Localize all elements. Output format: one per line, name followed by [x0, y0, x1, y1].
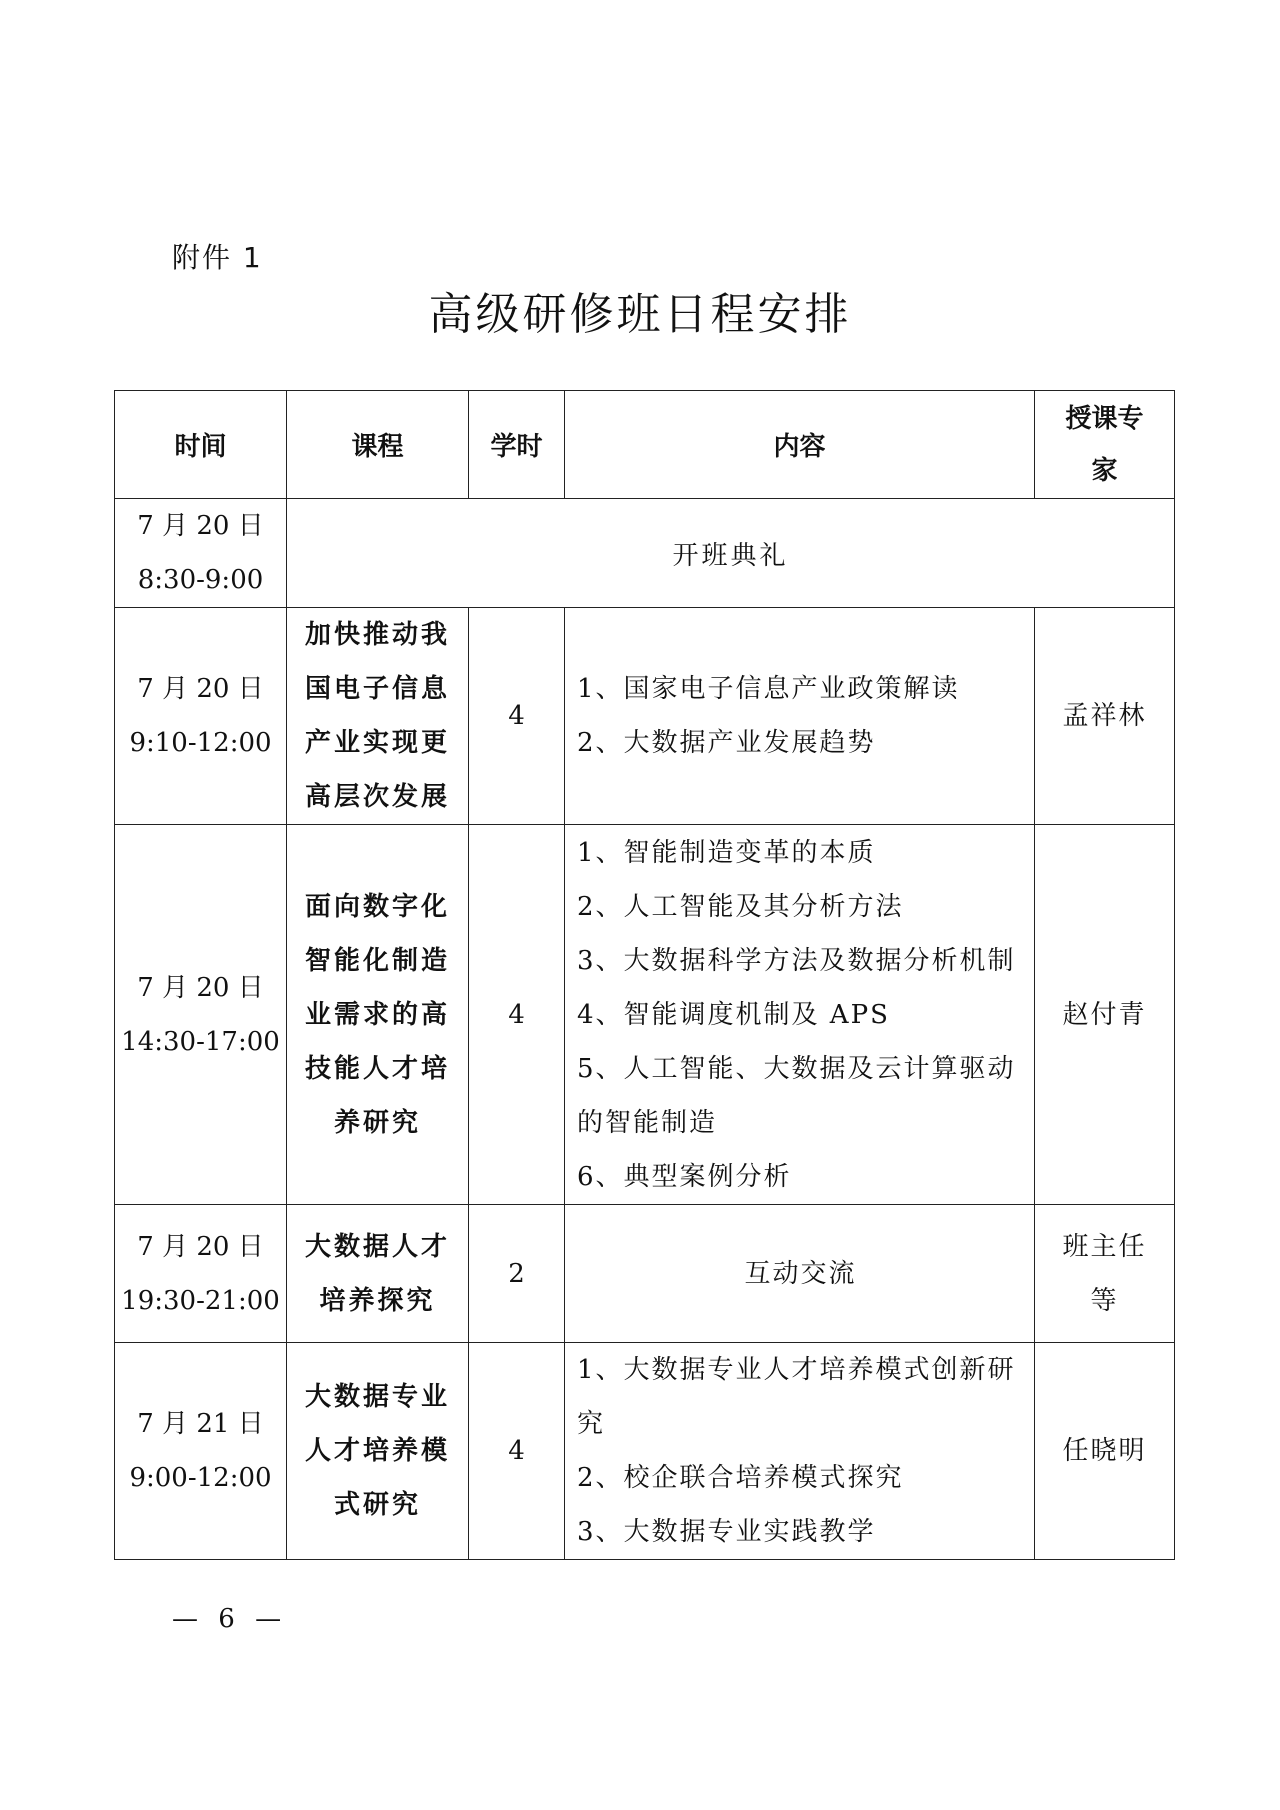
content-line: 6、典型案例分析	[577, 1161, 792, 1192]
table-row	[115, 825, 1175, 1205]
course-cell: 面向数字化智能化制造业需求的高技能人才培养研究	[287, 825, 469, 1205]
time-text: 19:30-21:00	[121, 1285, 280, 1316]
attachment-label: 附件 1	[172, 241, 263, 274]
expert-cell: 任晓明	[1035, 1343, 1175, 1560]
content-line: 2、校企联合培养模式探究	[577, 1463, 904, 1493]
time-text: 8:30-9:00	[137, 565, 264, 595]
time-text: 9:00-12:00	[129, 1463, 272, 1493]
content-line: 1、国家电子信息产业政策解读	[577, 674, 960, 704]
hours-cell: 4	[469, 1343, 565, 1560]
expert-cell: 赵付青	[1035, 825, 1175, 1205]
date-text: 7 月 20 日	[137, 511, 264, 541]
content-cell	[565, 1343, 1035, 1560]
expert-cell: 班主任等	[1035, 1205, 1175, 1343]
expert-cell: 孟祥林	[1035, 608, 1175, 825]
hours-cell: 4	[469, 608, 565, 825]
header-hours: 学时	[469, 391, 565, 499]
header-content: 内容	[565, 391, 1035, 499]
content-line: 3、大数据专业实践教学	[577, 1517, 876, 1547]
content-line: 3、大数据科学方法及数据分析机制	[577, 945, 1016, 976]
header-expert: 授课专家	[1035, 391, 1175, 499]
time-text: 14:30-17:00	[121, 1026, 280, 1057]
date-text: 7 月 20 日	[137, 674, 264, 704]
page-number: — 6 —	[172, 1604, 288, 1634]
hours-cell: 4	[469, 825, 565, 1205]
time-cell	[115, 1205, 287, 1343]
content-line: 2、大数据产业发展趋势	[577, 728, 876, 758]
date-text: 7 月 20 日	[137, 1231, 264, 1262]
course-cell: 大数据专业人才培养模式研究	[287, 1343, 469, 1560]
content-line: 1、智能制造变革的本质	[577, 837, 876, 868]
schedule-table	[114, 390, 1175, 1560]
header-time: 时间	[115, 391, 287, 499]
page-title: 高级研修班日程安排	[428, 289, 852, 340]
table-header-row	[115, 391, 1175, 499]
ceremony-cell: 开班典礼	[287, 499, 1175, 608]
course-cell: 加快推动我国电子信息产业实现更高层次发展	[287, 608, 469, 825]
content-line: 2、人工智能及其分析方法	[577, 891, 904, 922]
content-line: 1、大数据专业人才培养模式创新研究	[577, 1355, 1016, 1439]
content-cell	[565, 825, 1035, 1205]
time-cell	[115, 499, 287, 608]
header-course: 课程	[287, 391, 469, 499]
content-line: 互动交流	[744, 1258, 857, 1289]
content-cell	[565, 608, 1035, 825]
course-cell: 大数据人才培养探究	[287, 1205, 469, 1343]
content-line: 4、智能调度机制及 APS	[577, 999, 890, 1030]
date-text: 7 月 21 日	[137, 1409, 264, 1439]
time-text: 9:10-12:00	[129, 728, 272, 758]
table-row-ceremony	[115, 499, 1175, 608]
time-cell	[115, 1343, 287, 1560]
content-line: 5、人工智能、大数据及云计算驱动的智能制造	[577, 1053, 1016, 1138]
time-cell	[115, 825, 287, 1205]
content-cell	[565, 1205, 1035, 1343]
hours-cell: 2	[469, 1205, 565, 1343]
table-row	[115, 1343, 1175, 1560]
table-row	[115, 1205, 1175, 1343]
date-text: 7 月 20 日	[137, 972, 264, 1003]
time-cell	[115, 608, 287, 825]
table-row	[115, 608, 1175, 825]
